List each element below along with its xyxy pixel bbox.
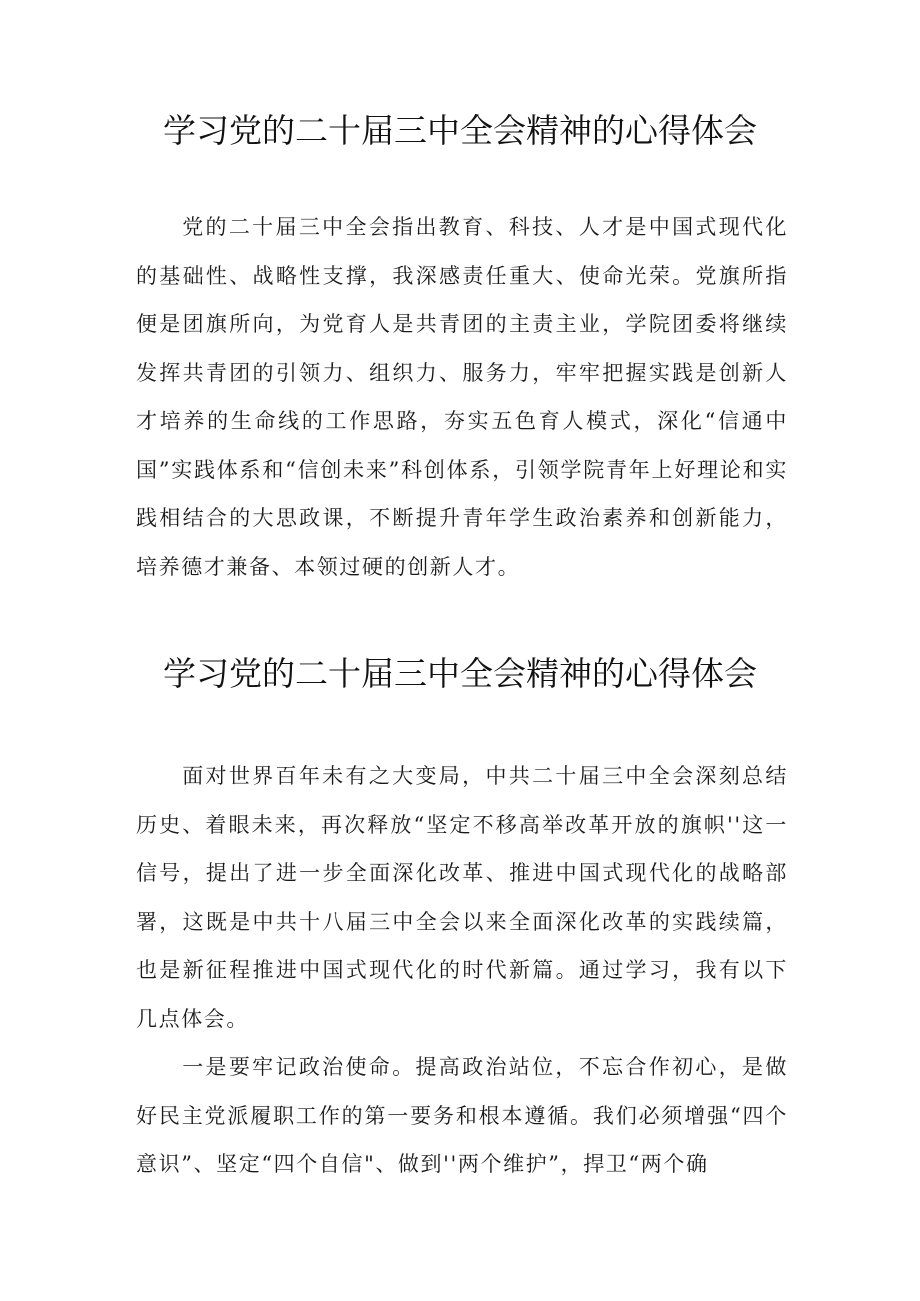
article-title-2: 学习党的二十届三中全会精神的心得体会 (163, 654, 757, 693)
article-body-2 (136, 752, 788, 1189)
paragraph: 面对世界百年未有之大变局，中共二十届三中全会深刻总结历史、着眼未来，再次释放“坚定不移高举改革开放的旗帜''这一信号，提出了进一步全面深化改革、推进中国式现代化的战略部署，这既是中共十八届三中全会以来全面深化改革的实践续篇，也是新征程推进中国式现代化的时代新篇。通过学习，我有以下几点体会。 (136, 764, 788, 1031)
article-body-1 (136, 203, 788, 591)
paragraph: 党的二十届三中全会指出教育、科技、人才是中国式现代化的基础性、战略性支撑，我深感责任重大、使命光荣。党旗所指便是团旗所向，为党育人是共青团的主责主业，学院团委将继续发挥共青团的引领力、组织力、服务力，牢牢把握实践是创新人才培养的生命线的工作思路，夯实五色育人模式，深化“信通中国”实践体系和“信创未来”科创体系，引领学院青年上好理论和实践相结合的大思政课，不断提升青年学生政治素养和创新能力，培养德才兼备、本领过硬的创新人才。 (136, 215, 788, 579)
article-title-1: 学习党的二十届三中全会精神的心得体会 (163, 111, 757, 150)
paragraph: 一是要牢记政治使命。提高政治站位，不忘合作初心，是做好民主党派履职工作的第一要务和根本遵循。我们必须增强“四个意识”、坚定“四个自信"、做到''两个维护”，捍卫“两个确 (136, 1055, 788, 1176)
